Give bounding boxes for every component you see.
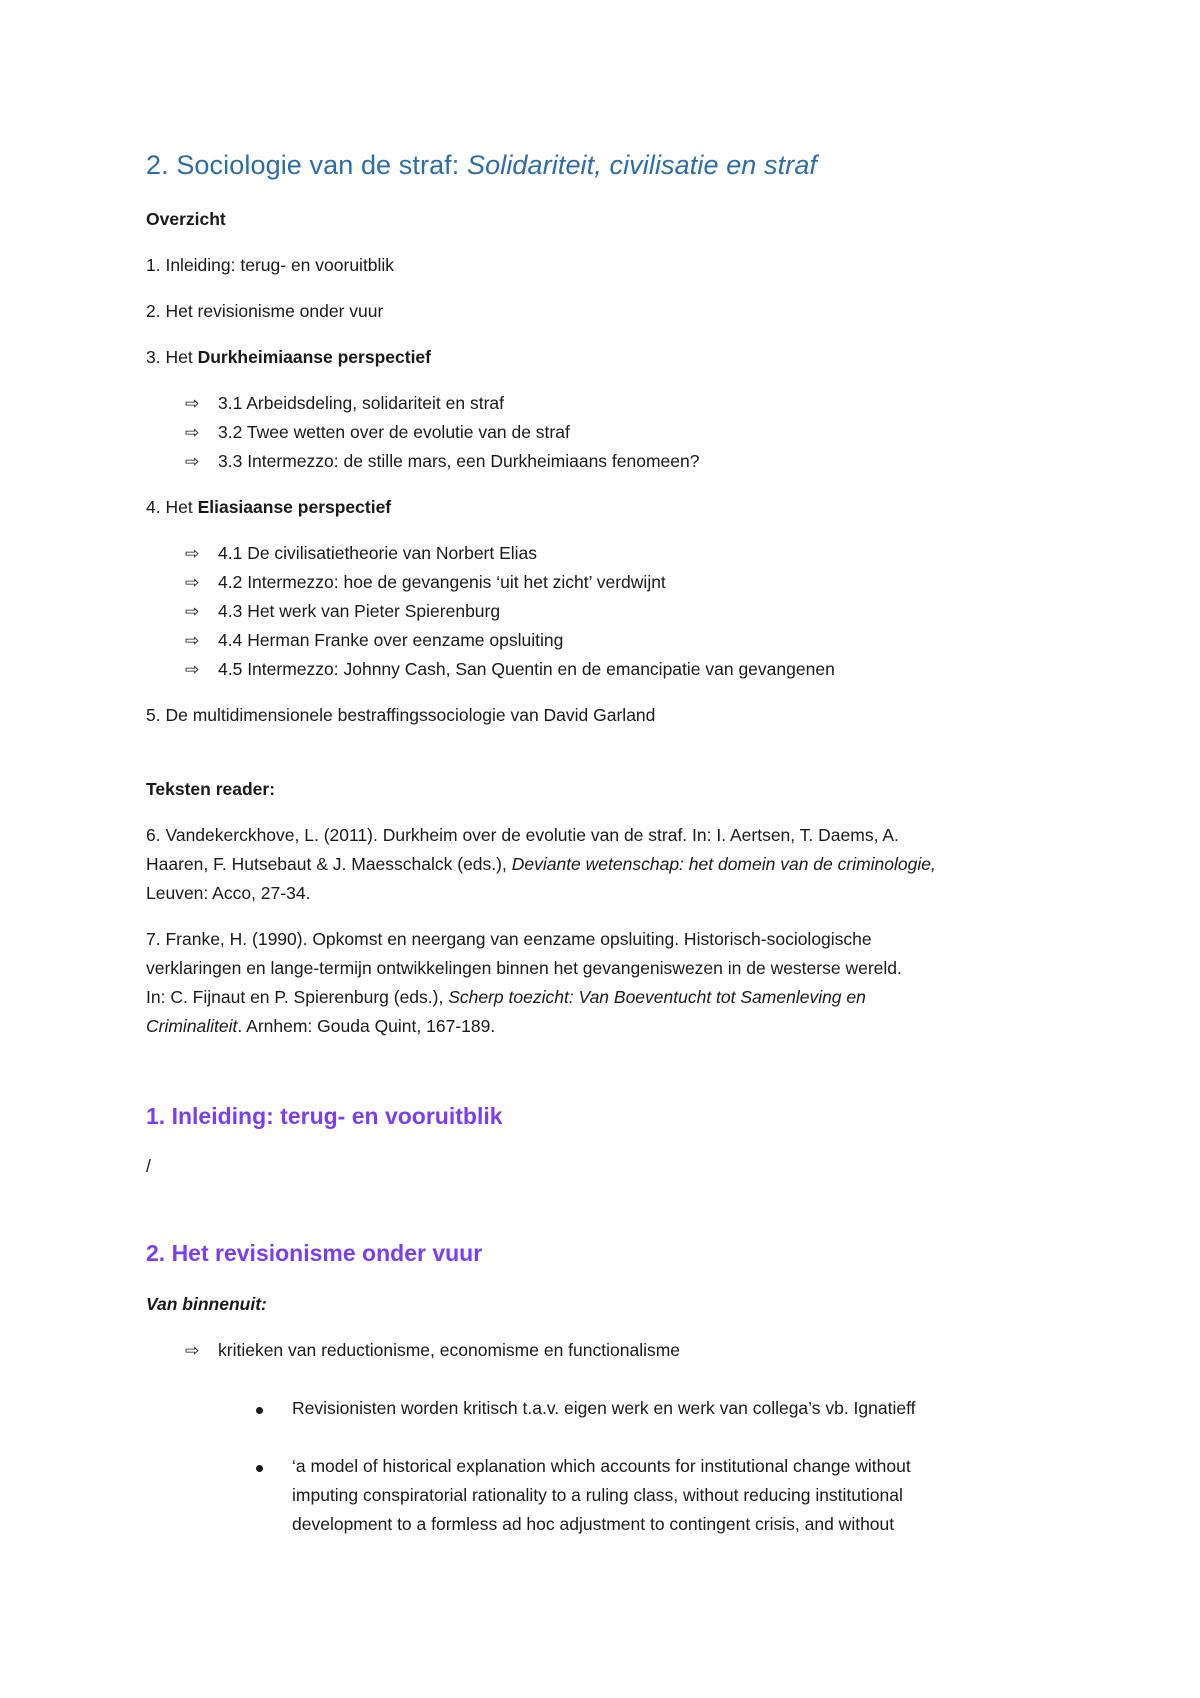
reference-6-line-3: Leuven: Acco, 27-34.: [146, 883, 311, 903]
document-title: 2. Sociologie van de straf: Solidariteit, civilisatie en straf: [146, 150, 818, 180]
arrow-icon: ⇨: [185, 544, 200, 563]
section-2-bullet-1: Revisionisten worden kritisch t.a.v. eigen werk en werk van collega’s vb. Ignatieff: [292, 1398, 916, 1418]
section-2-bullet-2-line-2: imputing conspiratorial rationality to a ruling class, without reducing institutional: [292, 1485, 903, 1505]
section-1-heading: 1. Inleiding: terug- en vooruitblik: [146, 1103, 503, 1129]
section-2-heading: 2. Het revisionisme onder vuur: [146, 1240, 483, 1266]
toc-subitem-4-4: 4.4 Herman Franke over eenzame opsluiting: [218, 630, 564, 650]
toc-item-5: 5. De multidimensionele bestraffingssociologie van David Garland: [146, 705, 656, 725]
toc-item-4: 4. Het Eliasiaanse perspectief: [146, 497, 392, 517]
toc-subitem-4-1: 4.1 De civilisatietheorie van Norbert Elias: [218, 543, 538, 563]
section-2-bullet-2-line-1: ‘a model of historical explanation which accounts for institutional change without: [292, 1456, 911, 1476]
arrow-icon: ⇨: [185, 573, 200, 592]
arrow-icon: ⇨: [185, 660, 200, 679]
reference-6-line-1: 6. Vandekerckhove, L. (2011). Durkheim over de evolutie van de straf. In: I. Aertsen, T. Daems, A.: [146, 825, 899, 845]
arrow-icon: ⇨: [185, 602, 200, 621]
reference-7-line-4: Criminaliteit. Arnhem: Gouda Quint, 167-189.: [146, 1016, 496, 1036]
arrow-icon: ⇨: [185, 394, 200, 413]
arrow-icon: ⇨: [185, 423, 200, 442]
bullet-icon: [256, 1407, 263, 1414]
toc-subitem-3-3: 3.3 Intermezzo: de stille mars, een Durkheimiaans fenomeen?: [218, 451, 700, 471]
arrow-icon: ⇨: [185, 452, 200, 471]
arrow-icon: ⇨: [185, 1341, 200, 1360]
toc-subitem-3-2: 3.2 Twee wetten over de evolutie van de straf: [218, 422, 570, 442]
toc-subitem-4-2: 4.2 Intermezzo: hoe de gevangenis ‘uit het zicht’ verdwijnt: [218, 572, 666, 592]
toc-item-1: 1. Inleiding: terug- en vooruitblik: [146, 255, 395, 275]
overview-heading: Overzicht: [146, 209, 226, 229]
toc-subitem-3-1: 3.1 Arbeidsdeling, solidariteit en straf: [218, 393, 504, 413]
title-italic-part: Solidariteit, civilisatie en straf: [467, 150, 818, 180]
toc-subitem-4-3: 4.3 Het werk van Pieter Spierenburg: [218, 601, 501, 621]
section-2-arrow-item: kritieken van reductionisme, economisme en functionalisme: [218, 1340, 681, 1360]
section-1-content: /: [146, 1156, 151, 1176]
reference-7-line-3: In: C. Fijnaut en P. Spierenburg (eds.), Scherp toezicht: Van Boeventucht tot Samenleving en: [146, 987, 866, 1007]
bullet-icon: [256, 1465, 263, 1472]
reference-6-line-2: Haaren, F. Hutsebaut & J. Maesschalck (eds.), Deviante wetenschap: het domein van de criminologie,: [146, 854, 936, 874]
toc-subitem-4-5: 4.5 Intermezzo: Johnny Cash, San Quentin en de emancipatie van gevangenen: [218, 659, 835, 679]
section-2-bullet-2-line-3: development to a formless ad hoc adjustment to contingent crisis, and without: [292, 1514, 895, 1534]
reference-7-line-2: verklaringen en lange-termijn ontwikkelingen binnen het gevangeniswezen in de westerse wereld.: [146, 958, 902, 978]
arrow-icon: ⇨: [185, 631, 200, 650]
section-2-subheading: Van binnenuit:: [146, 1294, 267, 1314]
reference-7-line-1: 7. Franke, H. (1990). Opkomst en neergang van eenzame opsluiting. Historisch-sociologische: [146, 929, 872, 949]
toc-item-2: 2. Het revisionisme onder vuur: [146, 301, 384, 321]
toc-item-3: 3. Het Durkheimiaanse perspectief: [146, 347, 431, 367]
reader-heading: Teksten reader:: [146, 779, 276, 799]
